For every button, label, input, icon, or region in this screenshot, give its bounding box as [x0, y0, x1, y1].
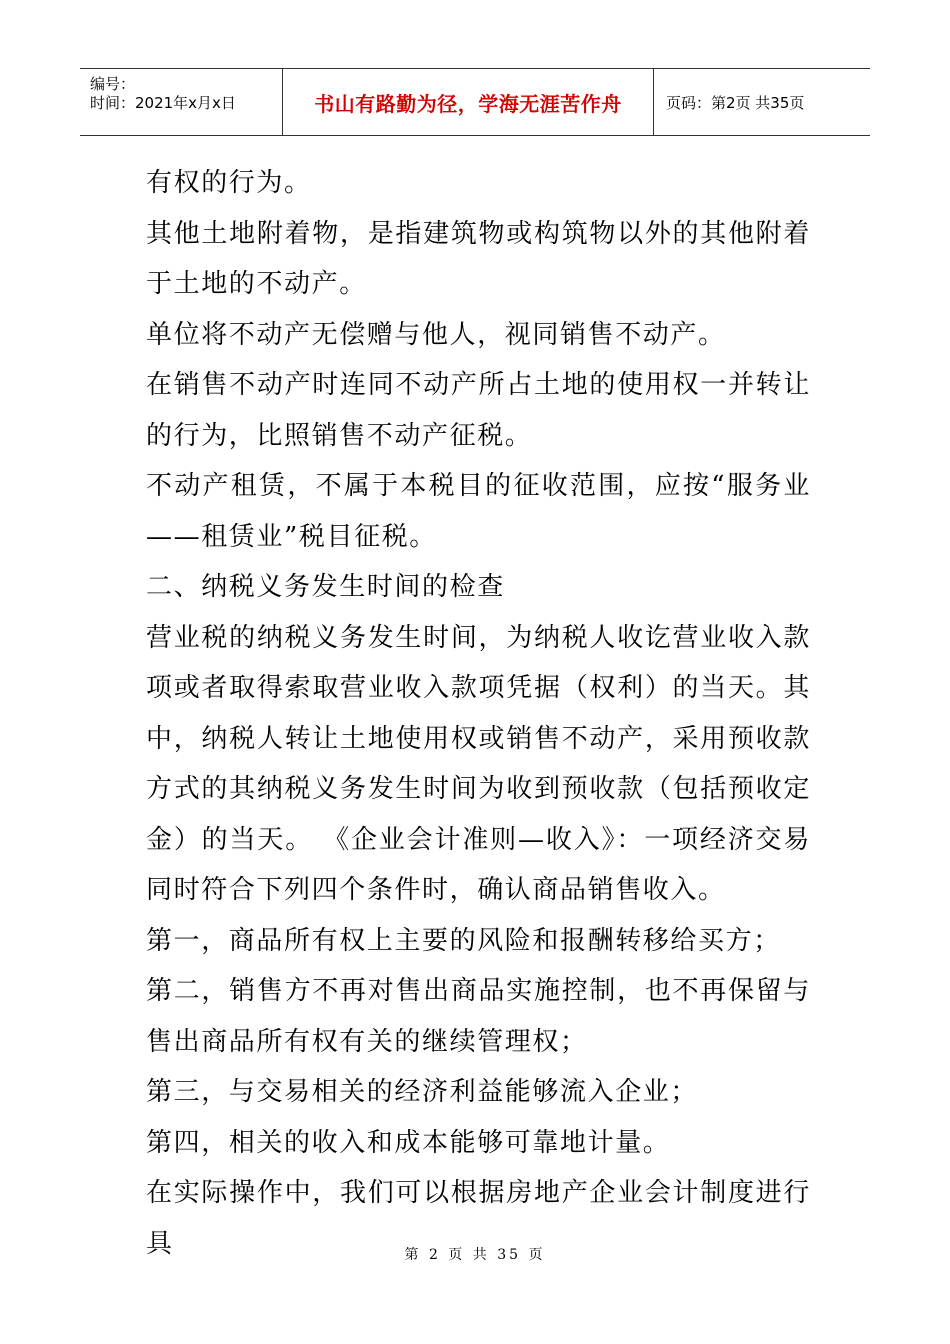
list-item: 第四，相关的收入和成本能够可靠地计量。	[146, 1127, 671, 1158]
paragraph: 在实际操作中，我们可以根据房地产企业会计制度进行具	[146, 1178, 811, 1259]
header-motto: 书山有路勤为径，学海无涯苦作舟	[314, 91, 622, 116]
paragraph: 有权的行为。	[146, 168, 312, 198]
page-header	[80, 68, 870, 136]
paragraph: 其他土地附着物，是指建筑物或构筑物以外的其他附着于土地的不动产。	[146, 218, 811, 299]
header-motto-cell	[283, 69, 654, 135]
serial-number-label: 编号：	[90, 75, 136, 93]
page-footer: 第 2 页 共 35 页	[404, 1247, 546, 1263]
paragraph: 在销售不动产时连同不动产所占土地的使用权一并转让的行为，比照销售不动产征税。	[146, 370, 811, 451]
header-meta-cell	[80, 69, 283, 135]
paragraph: 不动产租赁，不属于本税目的征收范围，应按“服务业——租赁业”税目征税。	[146, 471, 811, 552]
section-heading: 二、纳税义务发生时间的检查	[146, 572, 505, 602]
list-item: 第二，销售方不再对售出商品实施控制，也不再保留与售出商品所有权有关的继续管理权；	[146, 976, 811, 1057]
list-item: 第一，商品所有权上主要的风险和报酬转移给买方；	[146, 925, 781, 956]
date-line: 时间：2021年x月x日	[90, 94, 236, 112]
list-item: 第三，与交易相关的经济利益能够流入企业；	[146, 1077, 699, 1107]
header-page-info: 页码：第2页 共35页	[666, 93, 805, 112]
paragraph: 单位将不动产无偿赠与他人，视同销售不动产。	[146, 319, 726, 350]
paragraph: 营业税的纳税义务发生时间，为纳税人收讫营业收入款项或者取得索取营业收入款项凭据（权利）的当天。其中，纳税人转让土地使用权或销售不动产，采用预收款方式的其纳税义务发生时间为收到预收款（包括预收定金）的当天。 《企业会计准则—收入》：一项经济交易同时符合下列四个条件时，确认商品销售收入。	[146, 622, 811, 905]
document-body	[146, 158, 811, 1269]
